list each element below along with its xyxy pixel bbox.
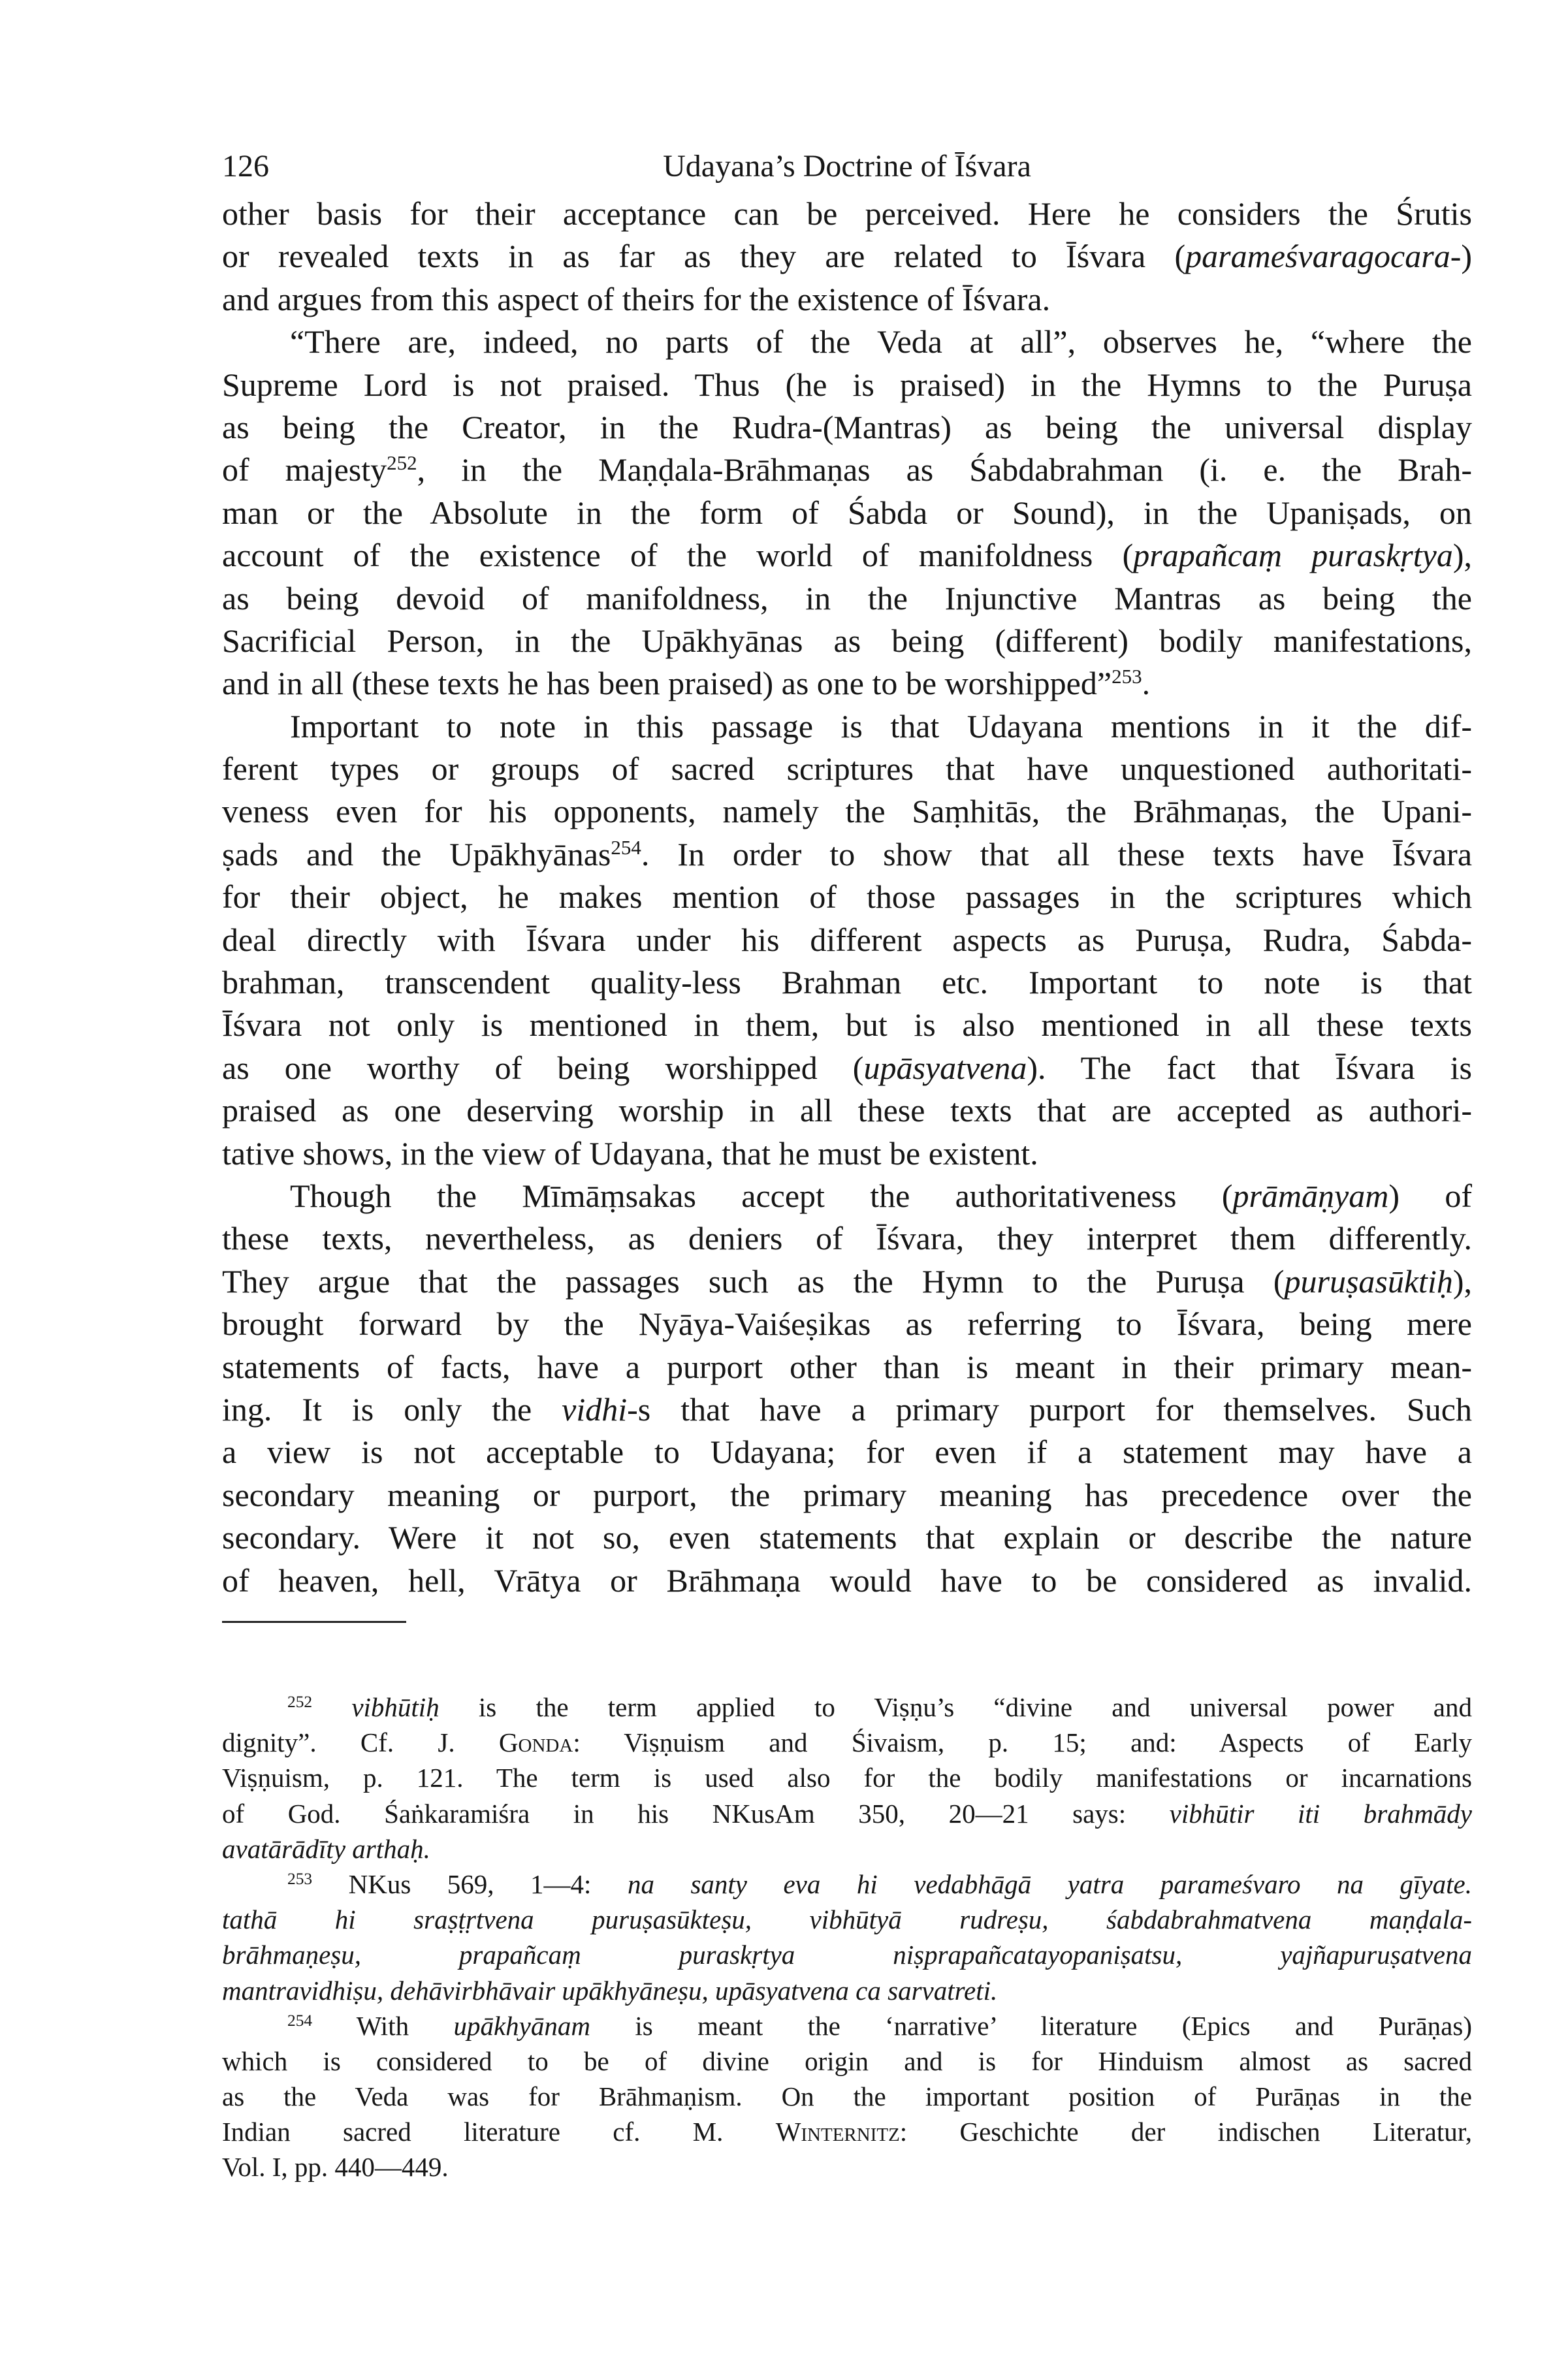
running-header [222,145,1472,188]
text-line: of God. Śaṅkaramiśra in his NKusAm 350, 20—21 says: vibhūtir iti brahmādy [222,1798,1472,1829]
text-line: as being the Creator, in the Rudra-(Mantras) as being the universal display [222,408,1472,445]
paragraph [222,193,1472,321]
text-line: brought forward by the Nyāya-Vaiśeṣikas as referring to Īśvara, being mere [222,1306,1472,1343]
footnote [222,2008,1472,2185]
text-line: of heaven, hell, Vrātya or Brāhmaṇa would have to be considered as invalid. [222,1562,1472,1599]
text-line: tative shows, in the view of Udayana, that he must be existent. [222,1134,1038,1172]
text-line: tathā hi sraṣṭṛtvena puruṣasūkteṣu, vibhūtyā rudreṣu, śabdabrahmatvena maṇḍala- [222,1904,1472,1935]
footnote-ref: 252 [387,451,417,475]
paragraph [222,1175,1472,1602]
running-title: Udayana’s Doctrine of Īśvara [663,149,1031,184]
text-line: other basis for their acceptance can be perceived. Here he considers the Śrutis [222,195,1472,232]
footnote-ref: 252 [287,1693,313,1712]
text-line: or revealed texts in as far as they are related to Īśvara (parameśvaragocara-) [222,238,1472,275]
text-line: a view is not acceptable to Udayana; for even if a statement may have a [222,1434,1472,1471]
text-line: veness even for his opponents, namely the Saṃhitās, the Brāhmaṇas, the Upani- [222,793,1472,830]
text-line: “There are, indeed, no parts of the Veda at all”, observes he, “where the [290,323,1472,360]
text-line: secondary. Were it not so, even statements that explain or describe the nature [222,1519,1472,1556]
text-line: Important to note in this passage is that Udayana mentions in it the dif- [290,707,1472,745]
text-line: $^{253}$ NKus 569, 1—4: na santy eva hi vedabhāgā yatra parameśvaro na gīyate. [287,1868,1472,1899]
text-line: dignity”. Cf. J. Gonda: Viṣṇuism and Śivaism, p. 15; and: Aspects of Early [222,1727,1472,1758]
text-line: brāhmaṇeṣu, prapañcaṃ puraskṛtya niṣprapañcatayopaniṣatsu, yajñapuruṣatvena [222,1940,1472,1970]
text-line: Indian sacred literature cf. M. Winternitz: Geschichte der indischen Literatur, [222,2117,1473,2147]
text-line: account of the existence of the world of manifoldness (prapañcaṃ puraskṛtya), [222,537,1472,574]
text-line: mantravidhiṣu, dehāvirbhāvair upākhyāneṣu, upāsyatvena ca sarvatreti. [222,1975,998,2006]
footnote-ref: 253 [287,1869,313,1888]
text-line: which is considered to be of divine origin and is for Hinduism almost as sacred [222,2045,1472,2076]
footnote-ref: 254 [611,835,641,859]
text-line: brahman, transcendent quality-less Brahman etc. Important to note is that [222,964,1472,1001]
footnote [222,1690,1472,1866]
text-line: of majesty$^{252}$, in the Maṇḍala-Brāhmaṇas as Śabdabrahman (i. e. the Brah- [222,451,1472,489]
text-line: ṣads and the Upākhyānas$^{254}$. In order to show that all these texts have Īśvara [222,835,1473,873]
text-line: deal directly with Īśvara under his different aspects as Puruṣa, Rudra, Śabda- [222,921,1472,958]
footnote-ref: 254 [287,2011,313,2030]
text-line: $^{254}$ With upākhyānam is meant the ‘narrative’ literature (Epics and Purāṇas) [287,2010,1472,2041]
text-line: Viṣṇuism, p. 121. The term is used also for the bodily manifestations or incarnations [222,1763,1472,1793]
text-line: They argue that the passages such as the Hymn to the Puruṣa (puruṣasūktiḥ), [222,1262,1472,1300]
text-line: ing. It is only the vidhi-s that have a primary purport for themselves. Such [222,1390,1472,1428]
text-line: $^{252}$ vibhūtiḥ is the term applied to Viṣṇu’s “divine and universal power and [287,1692,1473,1722]
paragraph [222,321,1472,705]
text-line: Sacrificial Person, in the Upākhyānas as being (different) bodily manifestations, [222,622,1472,659]
text-line: Supreme Lord is not praised. Thus (he is praised) in the Hymns to the Puruṣa [222,366,1472,403]
text-line: avatārādīty arthaḥ. [222,1833,430,1864]
footnotes [222,1690,1472,2185]
text-line: Vol. I, pp. 440—449. [222,2152,449,2183]
text-line: Though the Mīmāṃsakas accept the authoritativeness (prāmāṇyam) of [290,1177,1472,1214]
footnote-ref: 253 [1112,665,1142,688]
paragraph [222,705,1472,1175]
text-line: as being devoid of manifoldness, in the Injunctive Mantras as being the [222,579,1472,617]
text-line: man or the Absolute in the form of Śabda or Sound), in the Upaniṣads, on [222,494,1472,531]
footnote [222,1866,1472,2008]
text-line: as the Veda was for Brāhmaṇism. On the important position of Purāṇas in the [222,2081,1472,2112]
text-line: as one worthy of being worshipped (upāsyatvena). The fact that Īśvara is [222,1049,1472,1086]
text-line: and in all (these texts he has been praised) as one to be worshipped”$^{253}$. [222,665,1151,702]
text-line: statements of facts, have a purport other than is meant in their primary mean- [222,1348,1472,1385]
body-text [222,193,1472,1602]
page-number: 126 [222,149,269,184]
text-line: secondary meaning or purport, the primary meaning has precedence over the [222,1476,1472,1513]
text-line: Īśvara not only is mentioned in them, but is also mentioned in all these texts [222,1006,1472,1044]
text-line: for their object, he makes mention of those passages in the scriptures which [222,878,1472,916]
text-line: and argues from this aspect of theirs for the existence of Īśvara. [222,280,1051,317]
text-line: these texts, nevertheless, as deniers of Īśvara, they interpret them differently. [222,1220,1472,1257]
text-line: praised as one deserving worship in all these texts that are accepted as authori- [222,1092,1472,1129]
footnote-separator [222,1621,406,1623]
text-line: ferent types or groups of sacred scriptures that have unquestioned authoritati- [222,750,1472,788]
